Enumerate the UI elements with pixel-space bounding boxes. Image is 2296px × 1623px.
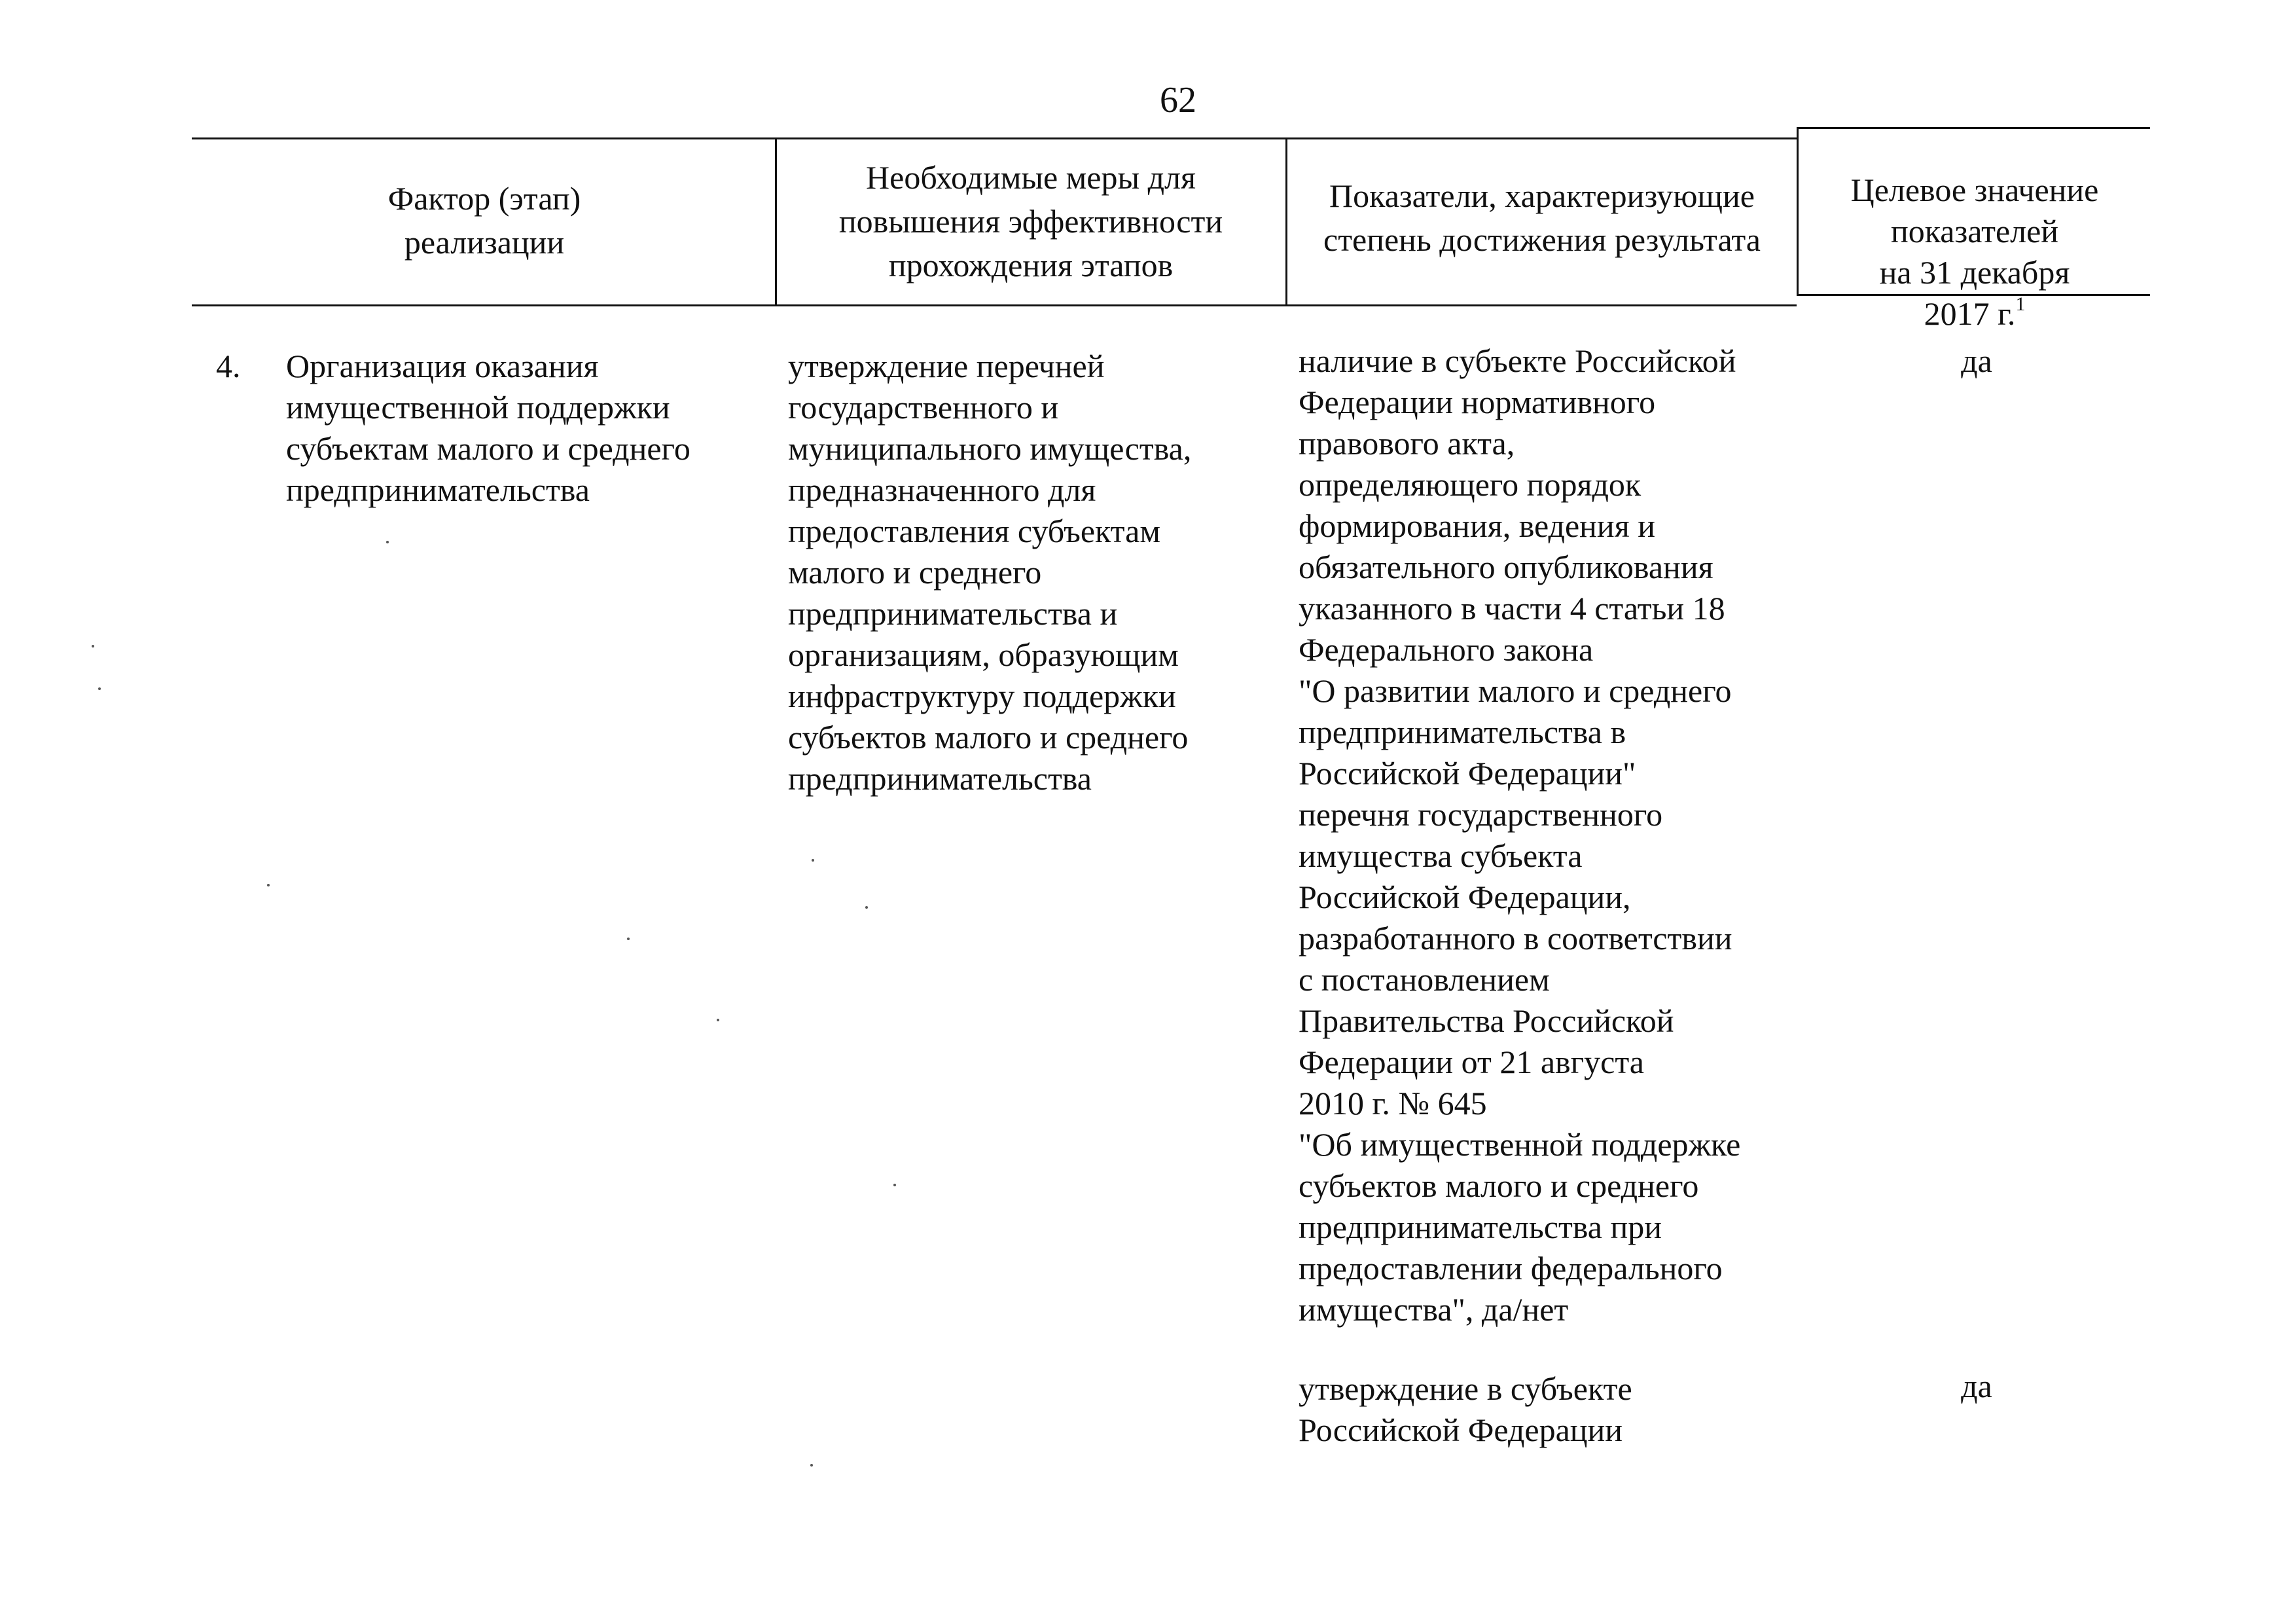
row-number: 4.	[216, 348, 241, 384]
header-divider-3	[1797, 127, 1799, 295]
header-target	[1801, 128, 2148, 335]
header-divider-2	[1285, 137, 1287, 306]
row-factor: Организация оказания имущественной поддержки субъектам малого и среднего предпринимательства	[286, 348, 691, 508]
indicator-2-target: да	[1961, 1368, 1992, 1404]
scan-speck	[810, 1464, 813, 1467]
indicator-1-target: да	[1961, 342, 1992, 379]
header-indicators: Показатели, характеризующие степень достижения результата	[1323, 177, 1761, 258]
scan-speck	[812, 859, 814, 862]
header-factor: Фактор (этап) реализации	[387, 180, 581, 261]
header-target-footnote: 1	[2015, 293, 2026, 315]
row-measures: утверждение перечней государственного и муниципального имущества, предназначенного для предоставления субъектам малого и среднего предпринимательства и организациям, образующим инфраструктуру поддержки субъектов малого и среднего предпринимательства	[788, 348, 1192, 797]
scan-speck	[386, 541, 389, 543]
scan-speck	[98, 687, 101, 690]
page-number: 62	[1160, 80, 1196, 120]
scan-speck	[893, 1184, 896, 1186]
scan-speck	[92, 645, 94, 647]
scan-speck	[865, 906, 868, 909]
scan-speck	[267, 884, 270, 886]
scan-speck	[717, 1019, 719, 1021]
header-bottom-rule-left	[192, 304, 1797, 306]
indicator-1-text: наличие в субъекте Российской Федерации нормативного правового акта, определяющего порядок формирования, ведения и обязательного опубликования указанного в части 4 статьи 18 Федерального закона "О развитии малого и среднего предпринимательства в Российской Федерации" перечня государственного имущества субъекта Российской Федерации, разработанного в соответствии с постановлением Правительства Российской Федерации от 21 августа 2010 г. № 645 "Об имущественной поддержке субъектов малого и среднего предпринимательства при предоставлении федерального имущества", да/нет	[1299, 342, 1741, 1328]
header-divider-1	[775, 137, 777, 306]
header-target-text: Целевое значение показателей на 31 декабря 2017 г.	[1850, 172, 2099, 332]
indicator-2-text: утверждение в субъекте Российской Федерации	[1299, 1370, 1632, 1448]
header-top-rule-left	[192, 137, 1797, 139]
scan-speck	[627, 938, 630, 940]
header-measures: Необходимые меры для повышения эффективности прохождения этапов	[838, 159, 1223, 283]
